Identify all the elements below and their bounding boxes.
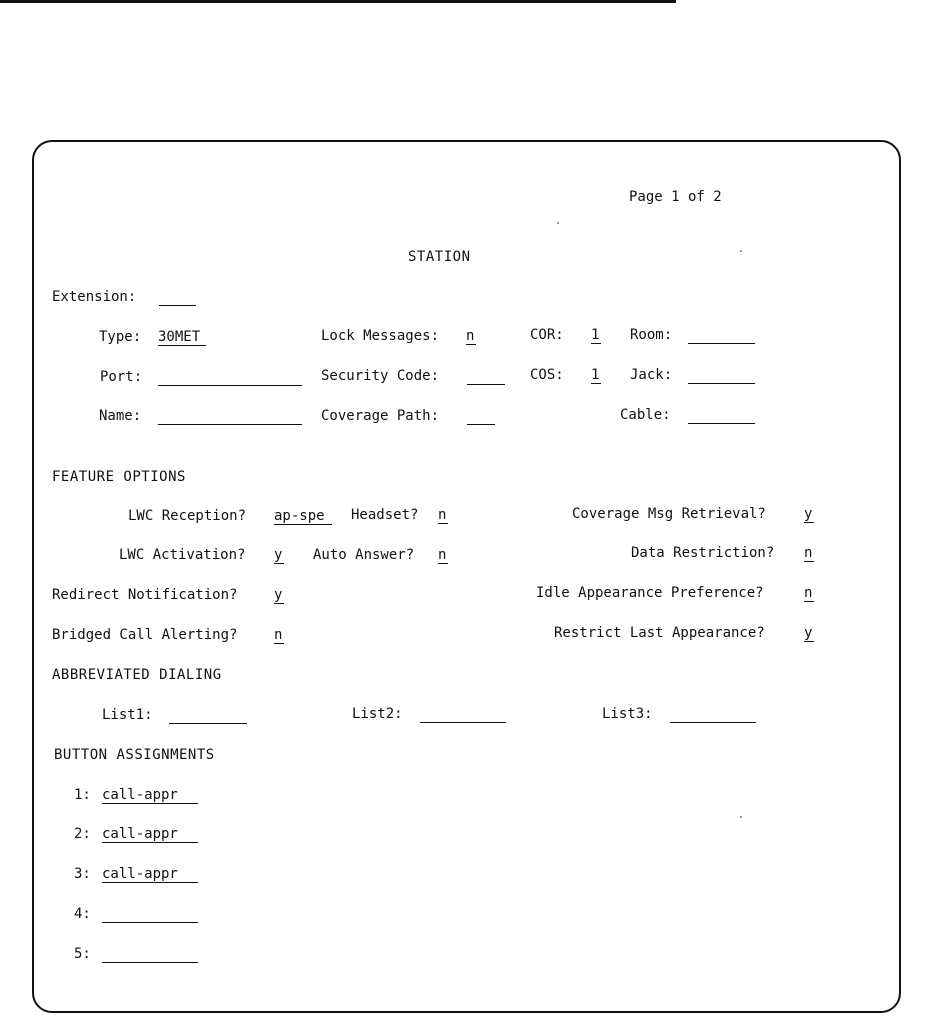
abbreviated-dialing-heading: ABBREVIATED DIALING xyxy=(52,667,222,683)
button-4-number: 4: xyxy=(74,906,91,922)
cable-field[interactable] xyxy=(688,407,755,424)
lock-messages-label: Lock Messages: xyxy=(321,328,440,344)
cos-field[interactable]: 1 xyxy=(591,367,600,383)
form-title: STATION xyxy=(408,249,471,265)
type-field[interactable]: 30MET xyxy=(158,329,206,346)
restrict-last-appearance-label: Restrict Last Appearance? xyxy=(554,625,765,641)
button-4-field[interactable] xyxy=(102,906,198,923)
security-code-label: Security Code: xyxy=(321,368,440,384)
feature-options-heading: FEATURE OPTIONS xyxy=(52,469,186,485)
auto-answer-field[interactable]: n xyxy=(438,547,447,563)
coverage-msg-retrieval-label: Coverage Msg Retrieval? xyxy=(572,506,766,522)
list2-field[interactable] xyxy=(420,706,506,723)
auto-answer-label: Auto Answer? xyxy=(313,547,415,563)
lock-messages-field[interactable]: n xyxy=(466,328,475,344)
list2-label: List2: xyxy=(352,706,403,722)
name-label: Name: xyxy=(99,408,142,424)
security-code-field[interactable] xyxy=(467,368,505,385)
scan-speck xyxy=(740,250,742,252)
idle-appearance-preference-field[interactable]: n xyxy=(804,585,813,601)
button-2-number: 2: xyxy=(74,826,91,842)
cable-label: Cable: xyxy=(620,407,671,423)
top-rule xyxy=(0,0,676,3)
data-restriction-label: Data Restriction? xyxy=(631,545,775,561)
redirect-notification-field[interactable]: y xyxy=(274,587,283,603)
name-field[interactable] xyxy=(158,408,302,425)
data-restriction-field[interactable]: n xyxy=(804,545,813,561)
button-5-number: 5: xyxy=(74,946,91,962)
coverage-path-field[interactable] xyxy=(467,408,495,425)
port-field[interactable] xyxy=(158,369,302,386)
button-3-number: 3: xyxy=(74,866,91,882)
button-2-field[interactable]: call-appr xyxy=(102,826,198,843)
lwc-activation-label: LWC Activation? xyxy=(119,547,246,563)
room-field[interactable] xyxy=(688,327,755,344)
room-label: Room: xyxy=(630,327,673,343)
list1-label: List1: xyxy=(102,707,153,723)
port-label: Port: xyxy=(100,369,143,385)
idle-appearance-preference-label: Idle Appearance Preference? xyxy=(536,585,764,601)
page-indicator: Page 1 of 2 xyxy=(629,189,722,205)
button-1-field[interactable]: call-appr xyxy=(102,787,198,804)
list3-label: List3: xyxy=(602,706,653,722)
button-5-field[interactable] xyxy=(102,946,198,963)
headset-field[interactable]: n xyxy=(438,507,447,523)
type-label: Type: xyxy=(99,329,142,345)
lwc-reception-label: LWC Reception? xyxy=(128,508,247,524)
headset-label: Headset? xyxy=(351,507,419,523)
bridged-call-alerting-field[interactable]: n xyxy=(274,627,283,643)
list1-field[interactable] xyxy=(169,707,247,724)
extension-field[interactable] xyxy=(159,289,196,306)
button-1-number: 1: xyxy=(74,787,91,803)
lwc-activation-field[interactable]: y xyxy=(274,547,283,563)
cos-label: COS: xyxy=(530,367,564,383)
button-assignments-heading: BUTTON ASSIGNMENTS xyxy=(54,747,215,763)
scan-speck xyxy=(557,222,559,224)
list3-field[interactable] xyxy=(670,706,756,723)
cor-label: COR: xyxy=(530,327,564,343)
redirect-notification-label: Redirect Notification? xyxy=(52,587,238,603)
bridged-call-alerting-label: Bridged Call Alerting? xyxy=(52,627,238,643)
restrict-last-appearance-field[interactable]: y xyxy=(804,625,813,641)
lwc-reception-field[interactable]: ap-spe xyxy=(274,508,332,525)
extension-label: Extension: xyxy=(52,289,137,305)
scan-speck xyxy=(740,816,742,818)
cor-field[interactable]: 1 xyxy=(591,327,600,343)
button-3-field[interactable]: call-appr xyxy=(102,866,198,883)
jack-label: Jack: xyxy=(630,367,673,383)
jack-field[interactable] xyxy=(688,367,755,384)
coverage-path-label: Coverage Path: xyxy=(321,408,440,424)
coverage-msg-retrieval-field[interactable]: y xyxy=(804,506,813,522)
